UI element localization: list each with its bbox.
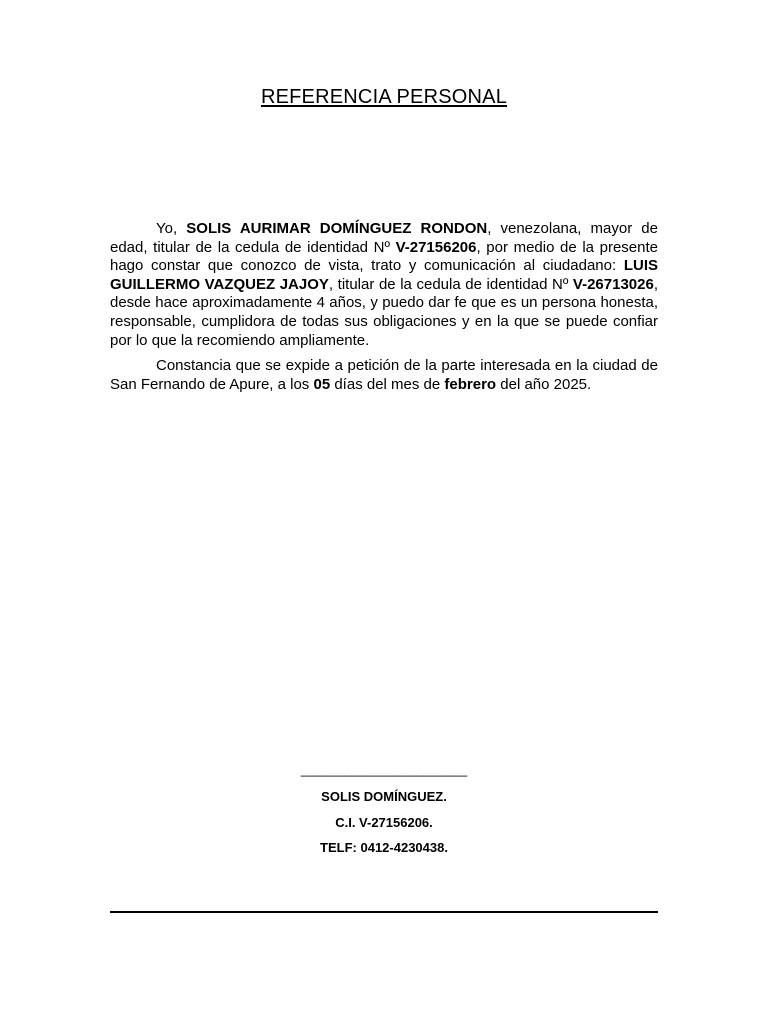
signer-name: SOLIS DOMÍNGUEZ. <box>321 789 447 804</box>
footer-divider <box>110 911 658 913</box>
referred-name: LUIS GUILLERMO VAZQUEZ JAJOY <box>110 257 658 293</box>
text-run: , venezolana, mayor de edad, titular de la cedula de identidad Nº <box>110 220 658 256</box>
issuer-id-number: V-27156206 <box>395 238 477 256</box>
text-run: del año 2025. <box>496 375 592 393</box>
document-body <box>110 220 658 401</box>
text-run: , desde hace aproximadamente 4 años, y puedo dar fe que es un persona honesta, responsable, cumplidora de todas sus obligaciones y en la que se puede confiar por lo que la recomiendo ampliamente. <box>110 275 658 349</box>
paragraph-reference <box>110 220 658 350</box>
issuer-name: SOLIS AURIMAR DOMÍNGUEZ RONDON <box>186 220 488 237</box>
signer-phone: TELF: 0412-4230438. <box>320 840 448 855</box>
signature-line: _______________________ <box>300 762 468 777</box>
signer-id: C.I. V-27156206. <box>335 815 433 830</box>
referred-id-number: V-26713026 <box>572 275 654 293</box>
text-run: Constancia que se expide a petición de la parte interesada en la ciudad de San Fernando de Apure, a los <box>110 357 658 393</box>
text-run: días del mes de <box>330 375 445 393</box>
text-run: , titular de la cedula de identidad Nº <box>328 275 573 293</box>
issue-month: febrero <box>444 375 497 393</box>
issue-day: 05 <box>313 375 331 393</box>
text-run: , por medio de la presente hago constar que conozco de vista, trato y comunicación al ciudadano: <box>110 238 659 275</box>
text-run: Yo, <box>156 220 187 237</box>
document-title: REFERENCIA PERSONAL <box>260 86 508 108</box>
paragraph-issuance <box>110 357 658 394</box>
